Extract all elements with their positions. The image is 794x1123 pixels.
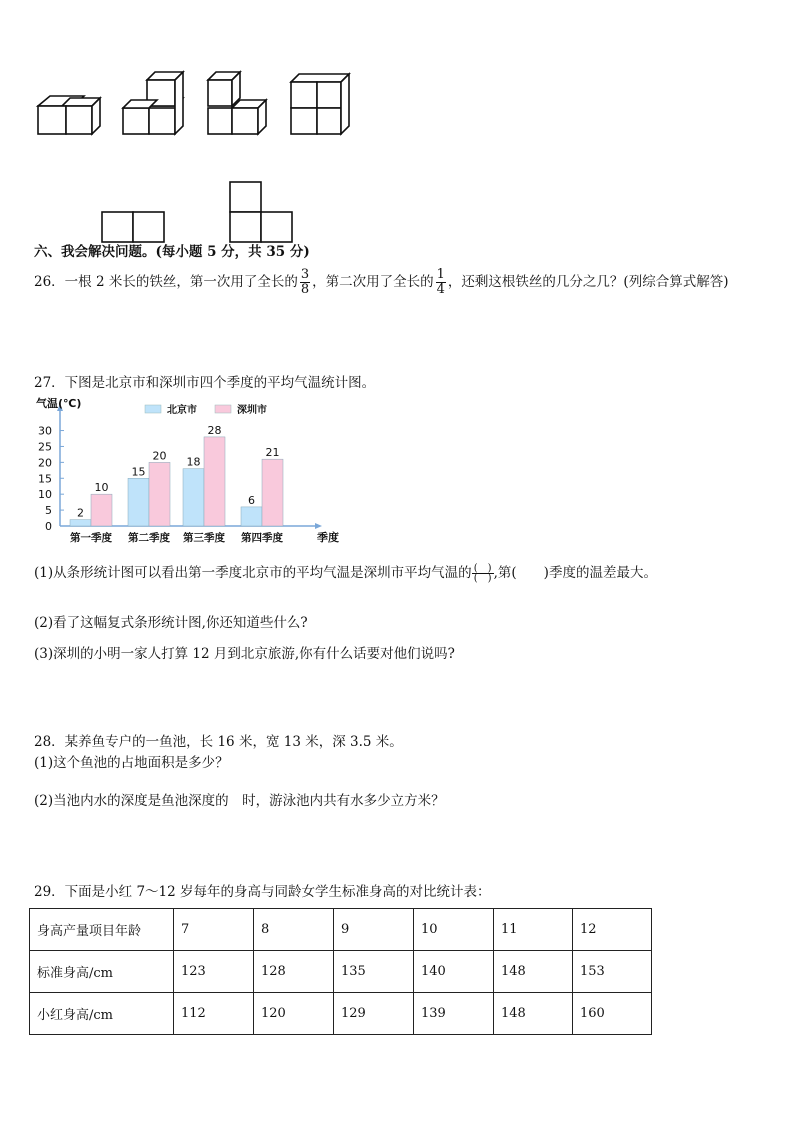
table-cell: 160 — [573, 993, 652, 1035]
y-tick-label: 30 — [38, 424, 52, 438]
fraction-1-4: $\frac{1}{4}$ — [436, 267, 445, 297]
table-cell: 7 — [174, 909, 254, 951]
bar — [241, 507, 262, 526]
bar-value-label: 15 — [131, 465, 146, 479]
bar — [149, 462, 170, 526]
x-axis-arrow — [315, 523, 322, 529]
fraction-3-8: $\frac{3}{8}$ — [300, 267, 310, 297]
bar-value-label: 28 — [207, 423, 222, 437]
category-label: 第四季度 — [241, 532, 283, 544]
table-cell: 153 — [573, 951, 652, 993]
bar-value-label: 6 — [248, 493, 255, 507]
table-cell: 148 — [494, 993, 573, 1035]
q27-intro: 27．下图是北京市和深圳市四个季度的平均气温统计图。 — [34, 375, 376, 391]
table-cell: 9 — [334, 909, 414, 951]
table-cell: 112 — [174, 993, 254, 1035]
temperature-bar-chart — [30, 393, 339, 548]
table-cell: 小红身高/cm — [30, 993, 174, 1035]
category-label: 第一季度 — [70, 532, 112, 544]
q27-sub1-text-a: (1)从条形统计图可以看出第一季度北京市的平均气温是深圳市平均气温的 — [34, 565, 472, 581]
view-figure-1 — [102, 212, 164, 242]
q27-sub2: (2)看了这幅复式条形统计图,你还知道些什么? — [34, 615, 308, 631]
q26-text-3: ，还剩这根铁丝的几分之几？(列综合算式解答) — [447, 274, 729, 290]
cube-figure-2 — [123, 72, 183, 134]
legend-label: 北京市 — [167, 405, 197, 416]
q28-sub2: (2)当池内水的深度是鱼池深度的 时，游泳池内共有水多少立方米？ — [34, 793, 445, 809]
table-cell: 129 — [334, 993, 414, 1035]
height-comparison-table — [29, 908, 652, 1035]
q26-text-2: ，第二次用了全长的 — [312, 274, 434, 290]
category-label: 第二季度 — [128, 532, 170, 544]
table-cell: 120 — [254, 993, 334, 1035]
bar — [91, 494, 112, 526]
y-tick-label: 20 — [38, 456, 52, 470]
bar-value-label: 18 — [186, 455, 201, 469]
table-cell: 128 — [254, 951, 334, 993]
cube-figures — [30, 70, 360, 145]
q27-sub1-text-b: ,第( )季度的温差最大。 — [493, 565, 657, 581]
section-title: 六、我会解决问题。(每小题 5 分，共 35 分) — [34, 244, 310, 260]
bar-value-label: 2 — [77, 506, 84, 520]
bar — [204, 437, 225, 526]
y-axis-title: 气温(℃) — [36, 397, 82, 410]
cube-figure-4 — [291, 74, 349, 134]
y-tick-label: 0 — [45, 520, 52, 533]
cube-figure-1 — [38, 96, 100, 134]
view-figures — [100, 180, 300, 244]
category-label: 第三季度 — [183, 532, 225, 544]
table-cell: 123 — [174, 951, 254, 993]
cube-figure-3 — [208, 72, 266, 134]
table-row — [30, 951, 652, 993]
view-figure-2 — [230, 182, 292, 242]
table-cell: 8 — [254, 909, 334, 951]
bar — [70, 520, 91, 526]
table-cell: 11 — [494, 909, 573, 951]
x-axis-title: 季度 — [317, 531, 339, 544]
table-cell: 148 — [494, 951, 573, 993]
q28-intro: 28．某养鱼专户的一鱼池，长 16 米，宽 13 米，深 3.5 米。 — [34, 734, 403, 750]
q28-sub1: (1)这个鱼池的占地面积是多少？ — [34, 755, 229, 771]
legend-swatch — [215, 405, 231, 413]
table-cell: 139 — [414, 993, 494, 1035]
table-cell: 140 — [414, 951, 494, 993]
y-tick-label: 25 — [38, 440, 52, 454]
table-row — [30, 909, 652, 951]
bar-value-label: 10 — [94, 481, 109, 495]
answer-blank-fraction[interactable]: $\frac{( )}{( )}$ — [472, 564, 494, 583]
legend-swatch — [145, 405, 161, 413]
table-cell: 135 — [334, 951, 414, 993]
q26-text-1: 26．一根 2 米长的铁丝，第一次用了全长的 — [34, 274, 298, 290]
table-row — [30, 993, 652, 1035]
q27-sub1 — [34, 564, 657, 583]
bar — [183, 469, 204, 526]
y-tick-label: 5 — [45, 504, 52, 518]
bar — [262, 459, 283, 526]
table-cell: 12 — [573, 909, 652, 951]
legend-label: 深圳市 — [237, 405, 267, 416]
y-tick-label: 15 — [38, 472, 52, 486]
q27-sub3: (3)深圳的小明一家人打算 12 月到北京旅游,你有什么话要对他们说吗? — [34, 646, 455, 662]
table-cell: 身高产量项目年龄 — [30, 909, 174, 951]
y-tick-label: 10 — [38, 488, 52, 502]
q29-intro: 29．下面是小红 7～12 岁每年的身高与同龄女学生标准身高的对比统计表： — [34, 884, 491, 900]
table-cell: 标准身高/cm — [30, 951, 174, 993]
bar-value-label: 21 — [265, 446, 280, 460]
question-26 — [34, 268, 728, 297]
bar-value-label: 20 — [152, 449, 167, 463]
bar — [128, 478, 149, 526]
table-cell: 10 — [414, 909, 494, 951]
